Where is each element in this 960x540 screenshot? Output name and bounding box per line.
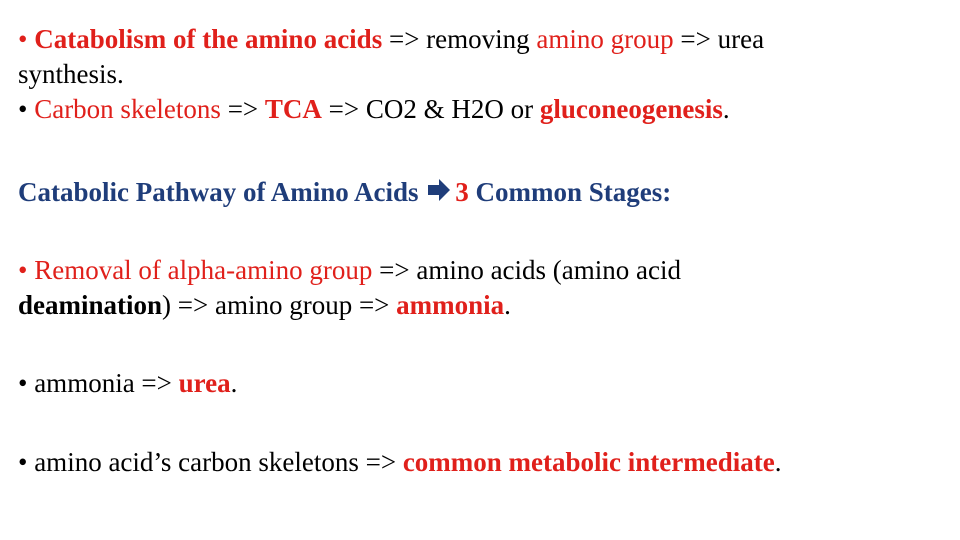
bullet: • (18, 447, 28, 477)
period: . (774, 447, 782, 477)
intro-line-2 (18, 92, 948, 127)
stage-item-1 (18, 253, 948, 323)
bullet: • (18, 255, 28, 285)
amino-group-term: amino group (536, 24, 674, 54)
bullet: • (18, 368, 28, 398)
stage-item-2 (18, 366, 948, 401)
stage-1-line-2 (18, 288, 948, 323)
common-metabolic-intermediate-term: common metabolic intermediate (402, 447, 775, 477)
section-heading (18, 175, 948, 214)
arrow-text: => (220, 94, 265, 124)
stage-count: 3 (455, 177, 469, 207)
intro-line-1-continued: synthesis. (18, 59, 124, 89)
ammonia-term: ammonia (396, 290, 505, 320)
stage-1-middle: => amino acids (amino acid (372, 255, 681, 285)
right-arrow-icon (427, 175, 451, 210)
catabolism-term: Catabolism of the amino acids (34, 24, 383, 54)
period: . (230, 368, 238, 398)
carbon-skeletons-term: Carbon skeletons (34, 94, 221, 124)
bullet: • (18, 94, 28, 124)
period: . (504, 290, 511, 320)
stage-3-lead: amino acid’s carbon skeletons => (34, 447, 403, 477)
arrow-text: => removing (382, 24, 537, 54)
stage-1-lead: Removal of alpha-amino group (34, 255, 373, 285)
urea-term: urea (178, 368, 231, 398)
bullet: • (18, 24, 28, 54)
stage-2-lead: ammonia => (34, 368, 179, 398)
arrow-text: => CO2 & H2O or (321, 94, 540, 124)
arrow-text: => urea (673, 24, 765, 54)
heading-suffix: Common Stages: (475, 177, 672, 207)
period: . (722, 94, 730, 124)
tca-term: TCA (264, 94, 322, 124)
gluconeogenesis-term: gluconeogenesis (539, 94, 723, 124)
deamination-term: deamination (18, 290, 163, 320)
stage-1-line-1 (18, 253, 948, 288)
stage-1-after: ) => amino group => (162, 290, 397, 320)
heading-prefix: Catabolic Pathway of Amino Acids (18, 177, 419, 207)
intro-line-1 (18, 22, 948, 57)
intro-paragraph (18, 22, 948, 127)
stage-item-3 (18, 445, 948, 480)
